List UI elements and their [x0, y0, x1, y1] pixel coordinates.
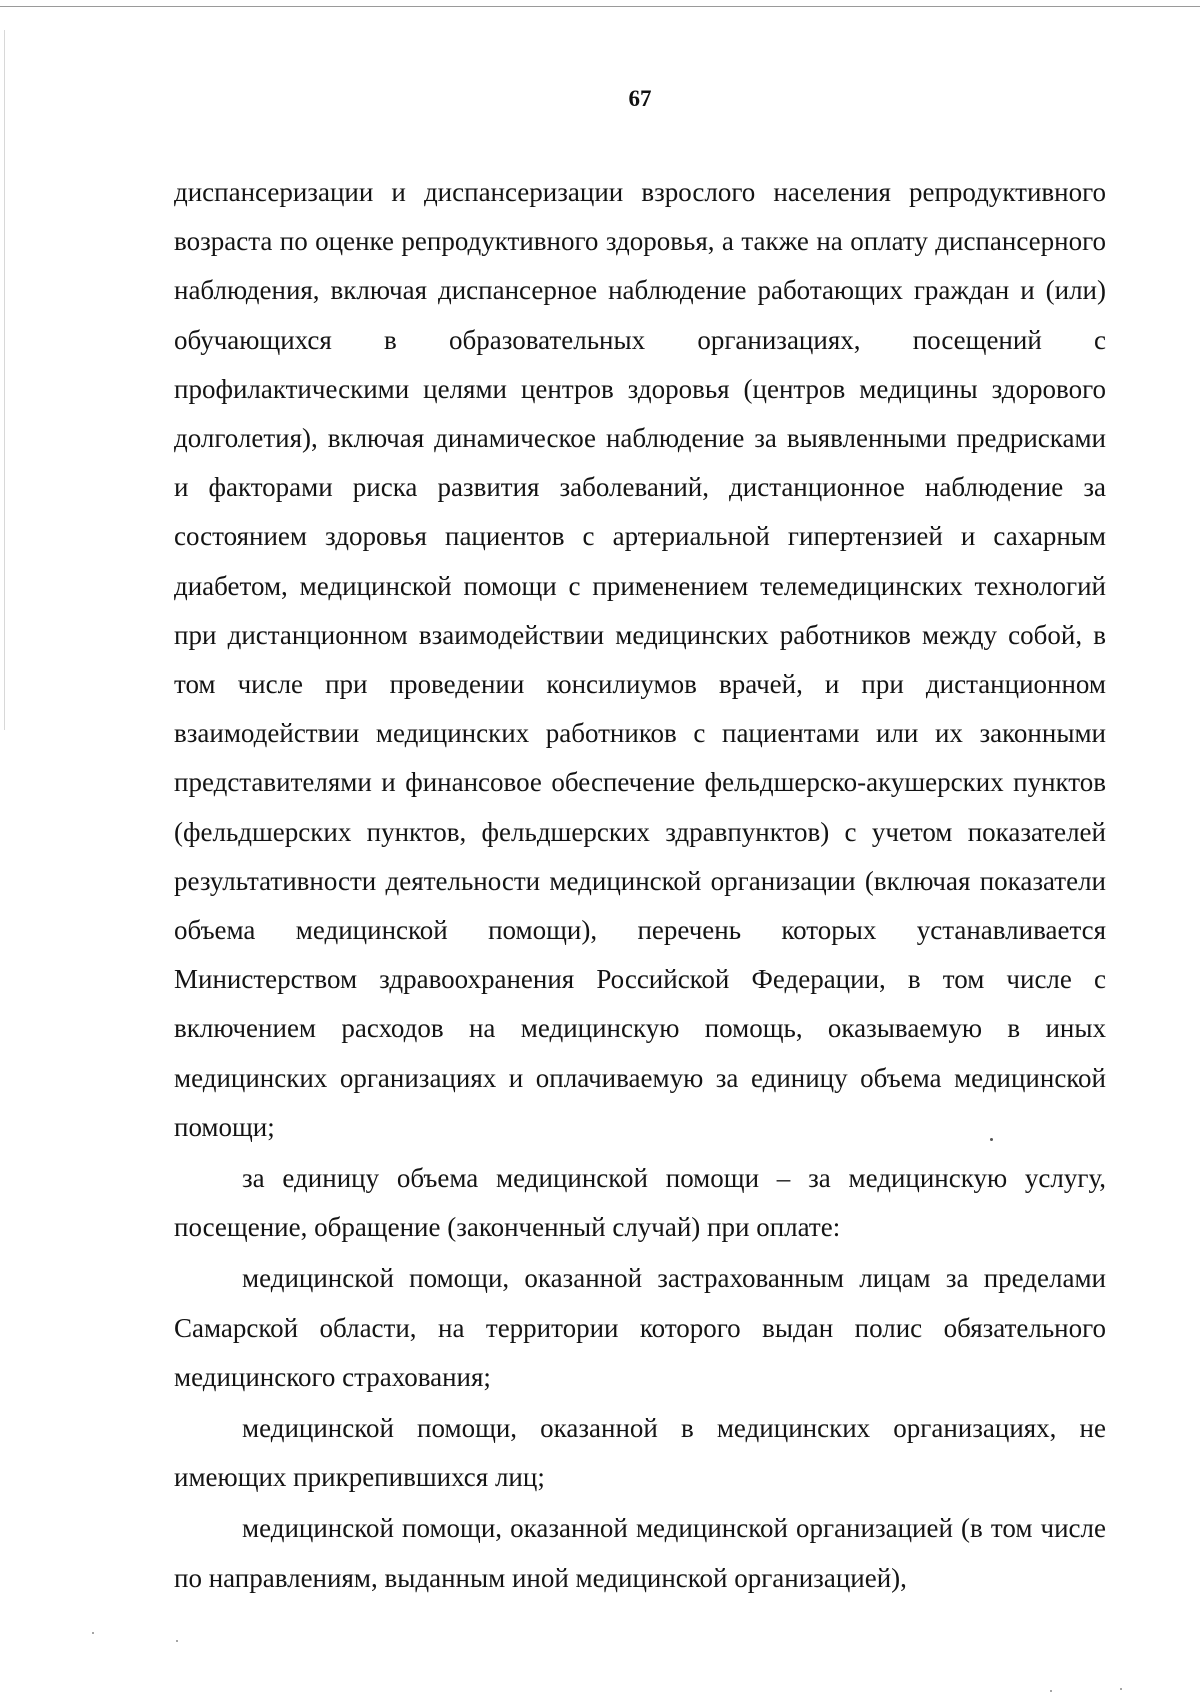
- scan-speck: [92, 1632, 94, 1634]
- scan-speck: [176, 1640, 178, 1642]
- scan-speck: [990, 1138, 993, 1141]
- paragraph-unit-of-volume: за единицу объема медицинской помощи – за медицинскую услугу, посещение, обращение (законченный случай) при оплате:: [174, 1163, 1106, 1243]
- scan-speck: [1120, 1688, 1122, 1690]
- page-number: 67: [628, 86, 652, 111]
- paragraph-insured-outside-region: медицинской помощи, оказанной застрахованным лицам за пределами Самарской области, на территории которого выдан полис обязательного медицинского страхования;: [174, 1263, 1106, 1392]
- scan-left-edge: [4, 30, 5, 730]
- paragraph-no-attached-persons: медицинской помощи, оказанной в медицинских организациях, не имеющих прикрепившихся лиц;: [174, 1413, 1106, 1493]
- scan-speck: [1050, 1690, 1052, 1692]
- paragraph-continuation: диспансеризации и диспансеризации взрослого населения репродуктивного возраста по оценке репродуктивного здоровья, а также на оплату диспансерного наблюдения, включая диспансерное наблюдение работающих граждан и (или) обучающихся в образовательных организациях, посещений с профилактическими целями центров здоровья (центров медицины здорового долголетия), включая динамическое наблюдение за выявленными предрисками и факторами риска развития заболеваний, дистанционное наблюдение за состоянием здоровья пациентов с артериальной гипертензией и сахарным диабетом, медицинской помощи с применением телемедицинских технологий при дистанционном взаимодействии медицинских работников между собой, в том числе при проведении консилиумов врачей, и при дистанционном взаимодействии медицинских работников с пациентами или их законными представителями и финансовое обеспечение фельдшерско-акушерских пунктов (фельдшерских пунктов, фельдшерских здравпунктов) с учетом показателей результативности деятельности медицинской организации (включая показатели объема медицинской помощи), перечень которых устанавливается Министерством здравоохранения Российской Федерации, в том числе с включением расходов на медицинскую помощь, оказываемую в иных медицинских организациях и оплачиваемую за единицу объема медицинской помощи;: [174, 177, 1106, 1142]
- paragraph-referrals: медицинской помощи, оказанной медицинской организацией (в том числе по направлениям, выданным иной медицинской организацией),: [174, 1513, 1106, 1593]
- scan-top-edge: [0, 6, 1200, 7]
- document-body: [174, 168, 1106, 1603]
